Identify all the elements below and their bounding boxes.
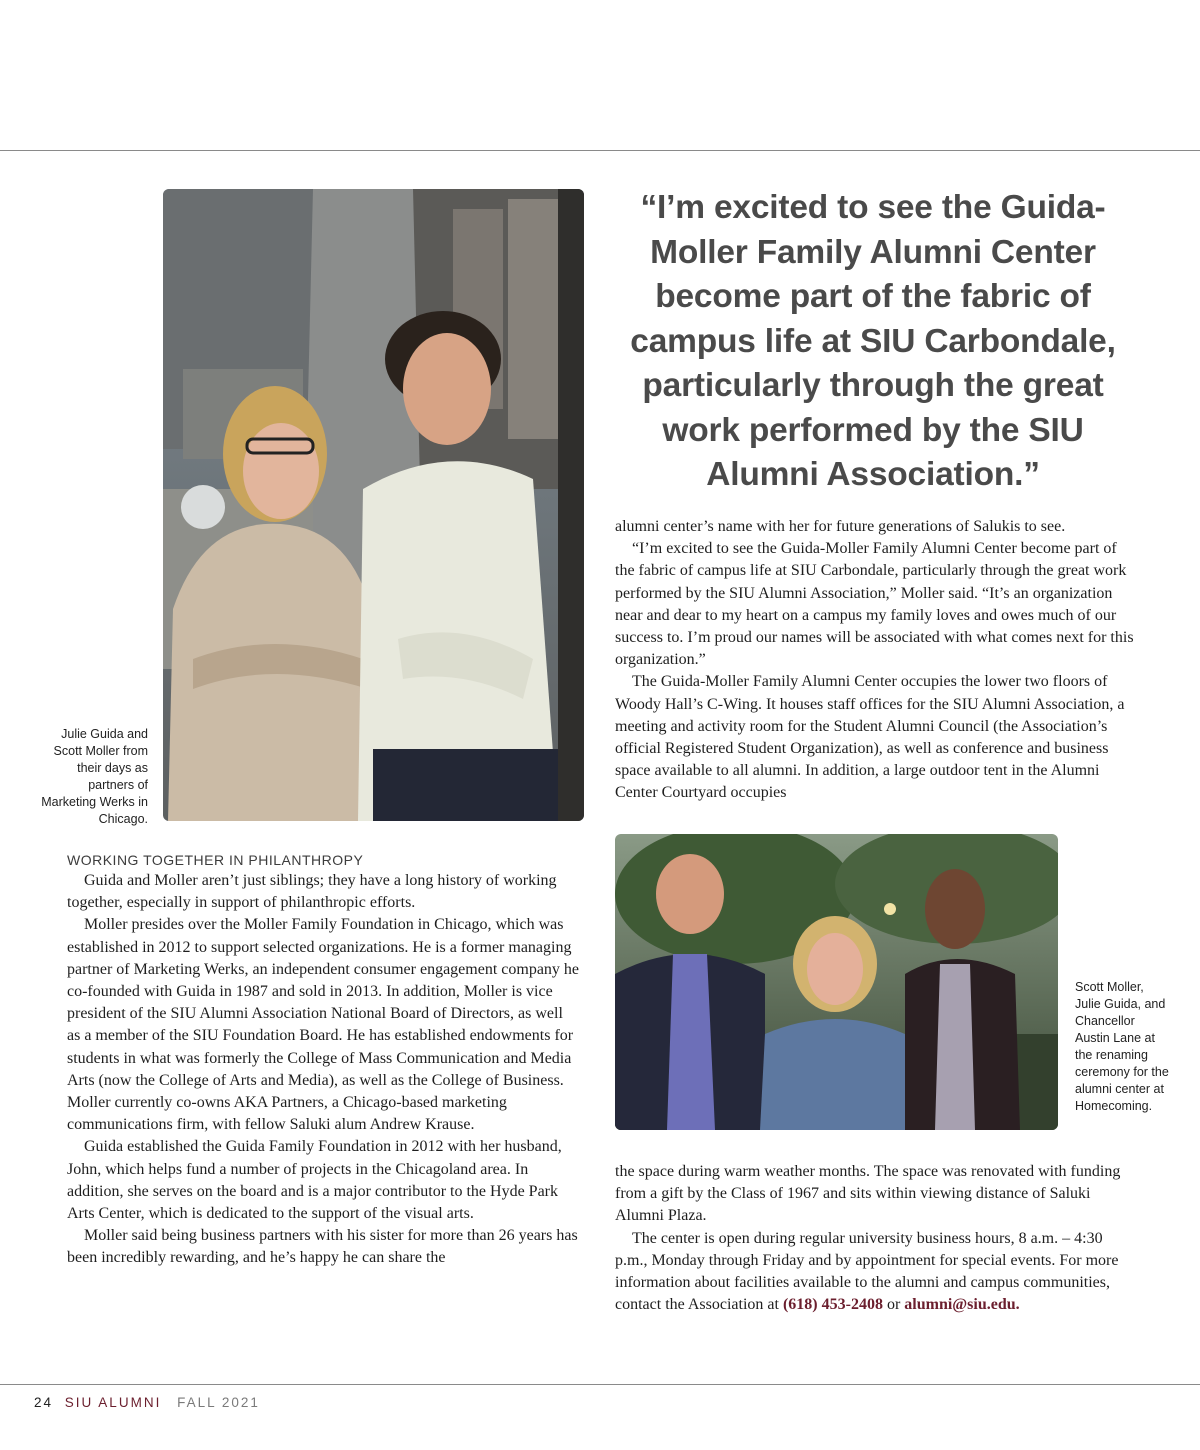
page-footer (34, 1395, 260, 1410)
photo1-caption: Julie Guida and Scott Moller from their days as partners of Marketing Werks in Chicago. (41, 727, 148, 826)
left-paragraph-2: Moller presides over the Moller Family Foundation in Chicago, which was established in 2012 to support selected organizations. He is a former managing partner of Marketing Werks, an independent consumer engagement company he co-founded with Guida in 1987 and sold in 2013. In addition, Moller is vice president of the SIU Alumni Association National Board of Directors, as well as a member of the SIU Foundation Board. He has established endowments for students in what was formerly the College of Mass Communication and Media Arts (now the College of Arts and Media), as well as the College of Business. Moller currently co-owns AKA Partners, a Chicago-based marketing communications firm, with fellow Saluki alum Andrew Krause. (67, 916, 580, 1134)
issue-label: FALL 2021 (177, 1395, 260, 1410)
or-text: or (886, 1296, 901, 1314)
bottom-rule (0, 1384, 1200, 1385)
right-bottom-paragraph-1: the space during warm weather months. The space was renovated with funding from a gift by the Class of 1967 and sits within viewing distance of Saluki Alumni Plaza. (615, 1163, 1121, 1225)
section-subhead: WORKING TOGETHER IN PHILANTHROPY (67, 852, 364, 868)
phone-number[interactable]: (618) 453-2408 (782, 1296, 883, 1314)
photo-renaming-ceremony (615, 834, 1058, 1130)
photo2-caption: Scott Moller, Julie Guida, and Chancellor Austin Lane at the renaming ceremony for the alumni center at Homecoming. (1075, 980, 1169, 1113)
page-number: 24 (34, 1395, 54, 1410)
publication-name: SIU ALUMNI (64, 1395, 162, 1410)
left-column (67, 850, 579, 1270)
right-top-paragraph-3: The Guida-Moller Family Alumni Center occupies the lower two floors of Woody Hall’s C-Wing. It houses staff offices for the SIU Alumni Association, a meeting and activity room for the Student Alumni Council (the Association’s official Registered Student Organization), as well as conference and business space available to all alumni. In addition, a large outdoor tent in the Alumni Center Courtyard occupies (615, 673, 1125, 802)
left-paragraph-1: Guida and Moller aren’t just siblings; they have a long history of working together, especially in support of philanthropic efforts. (67, 872, 557, 912)
right-column-bottom (615, 1161, 1137, 1316)
end-period: . (1015, 1296, 1020, 1314)
left-paragraph-4: Moller said being business partners with his sister for more than 26 years has been incredibly rewarding, and he’s happy he can share the (67, 1227, 578, 1267)
contact-text: The center is open during regular university business hours, 8 a.m. – 4:30 p.m., Monday through Friday and by appointment for special events. For more information about facilities available to the alumni and campus communities, contact the Association at (615, 1229, 1119, 1314)
right-top-paragraph-2: “I’m excited to see the Guida-Moller Family Alumni Center become part of the fabric of campus life at SIU Carbondale, particularly through the great work performed by the SIU Alumni Association,” Moller said. “It’s an organization near and dear to my heart on a campus my family loves and owes much of our success to. I’m proud our names will be associated with what comes next for this organization.” (615, 540, 1134, 669)
photo-guida-moller-chicago (163, 189, 584, 821)
right-column-top (615, 516, 1135, 805)
right-top-paragraph-1: alumni center’s name with her for future generations of Salukis to see. (615, 518, 1066, 535)
top-rule (0, 150, 1200, 151)
left-paragraph-3: Guida established the Guida Family Foundation in 2012 with her husband, John, which helps fund a number of projects in the Chicagoland area. In addition, she serves on the board and is a major contributor to the Hyde Park Arts Center, which is dedicated to the support of the visual arts. (67, 1138, 562, 1223)
email-link[interactable]: alumni@siu.edu (904, 1296, 1016, 1314)
right-bottom-paragraph-2 (615, 1228, 1137, 1317)
pull-quote: “I’m excited to see the Guida-Moller Family Alumni Center become part of the fabric of campus life at SIU Carbondale, particularly through the great work performed by the SIU Alumni Association.” (630, 189, 1116, 493)
